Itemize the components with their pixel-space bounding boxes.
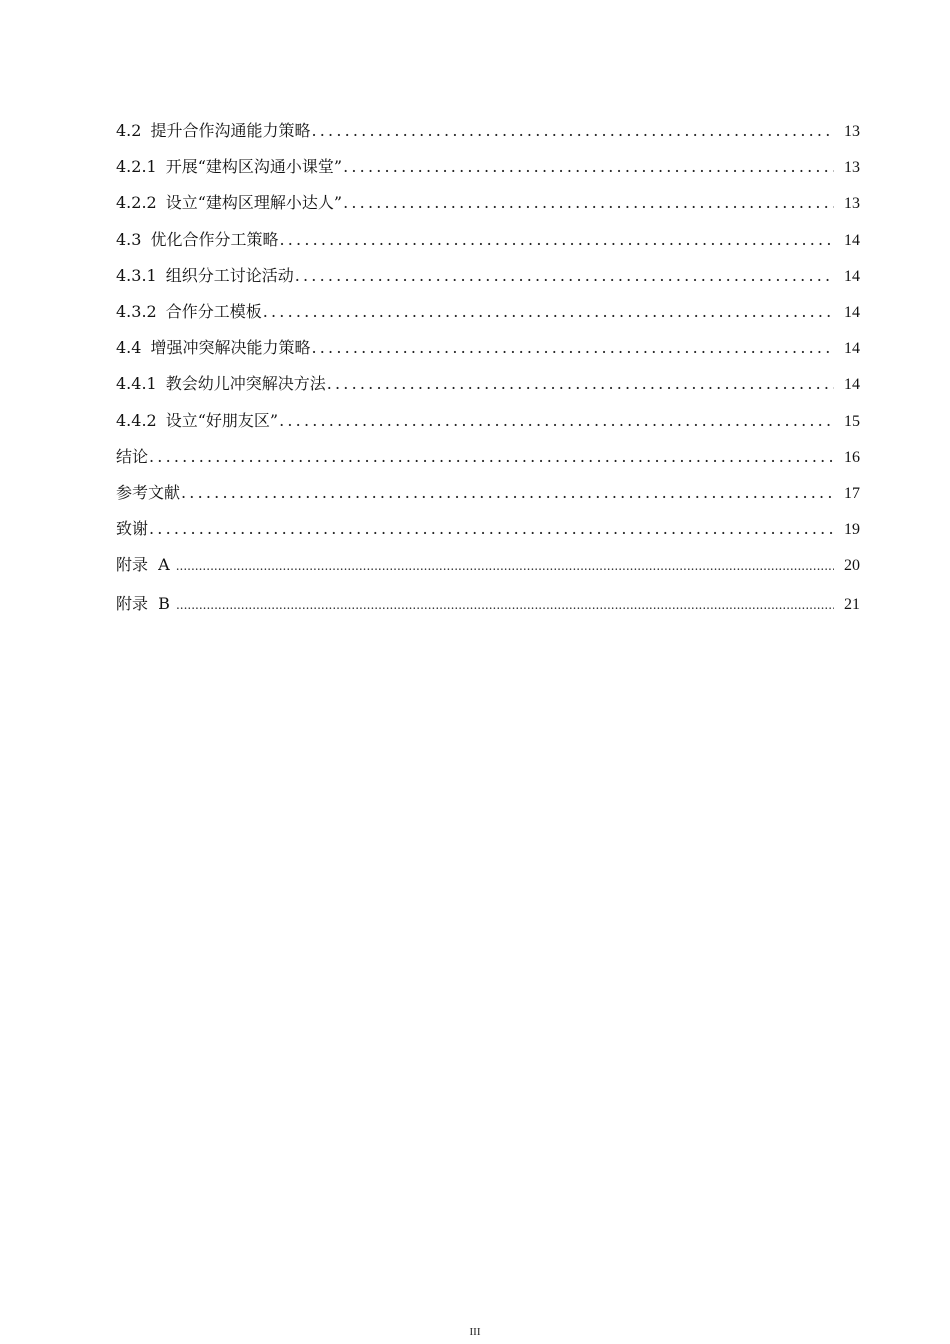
toc-entry[interactable] bbox=[116, 444, 860, 480]
toc-dot-leader bbox=[343, 157, 834, 176]
toc-entry[interactable] bbox=[116, 480, 860, 516]
toc-entry[interactable] bbox=[116, 552, 860, 591]
toc-dot-leader bbox=[176, 559, 834, 573]
toc-entry-number: 4.4 bbox=[116, 338, 142, 358]
toc-entry[interactable] bbox=[116, 154, 860, 190]
toc-dot-leader bbox=[311, 121, 834, 140]
toc-entry-page: 15 bbox=[844, 412, 860, 430]
toc-entry-number: 4.3 bbox=[116, 229, 142, 249]
toc-entry-title: 开展“建构区沟通小课堂” bbox=[165, 157, 343, 177]
toc-entry[interactable] bbox=[116, 591, 860, 627]
toc-entry[interactable] bbox=[116, 118, 860, 154]
toc-entry-title: 参考文献 bbox=[116, 482, 181, 502]
toc-entry-title: 致谢 bbox=[116, 519, 149, 539]
toc-entry-number: 4.2.2 bbox=[116, 193, 157, 213]
toc-entry-page: 19 bbox=[844, 521, 860, 539]
toc-entry-number: 4.4.1 bbox=[116, 374, 157, 394]
toc-entry-page: 14 bbox=[844, 303, 860, 321]
toc-entry-title: 合作分工模板 bbox=[165, 301, 262, 321]
toc-entry-page: 20 bbox=[844, 557, 860, 575]
toc-entry-title: 组织分工讨论活动 bbox=[165, 265, 294, 285]
toc-dot-leader bbox=[343, 193, 834, 212]
toc-entry[interactable] bbox=[116, 335, 860, 371]
toc-entry-page: 13 bbox=[844, 159, 860, 177]
toc-entry-page: 17 bbox=[844, 484, 860, 502]
toc-entry-title: 增强冲突解决能力策略 bbox=[150, 338, 311, 358]
toc-entry-title: 附录 A bbox=[116, 555, 170, 575]
toc-entry-page: 13 bbox=[844, 195, 860, 213]
toc-entry-page: 14 bbox=[844, 231, 860, 249]
toc-dot-leader bbox=[327, 374, 834, 393]
toc-entry-title: 提升合作沟通能力策略 bbox=[150, 121, 311, 140]
toc-entry[interactable] bbox=[116, 408, 860, 444]
toc-entry-title: 优化合作分工策略 bbox=[150, 229, 279, 249]
toc-entry[interactable] bbox=[116, 190, 860, 226]
toc-entry-number: 4.2.1 bbox=[116, 157, 157, 177]
toc-entry-page: 16 bbox=[844, 448, 860, 466]
toc-dot-leader bbox=[279, 411, 834, 430]
toc-entry-number: 4.2 bbox=[116, 121, 142, 140]
toc-entry-title: 设立“建构区理解小达人” bbox=[165, 193, 343, 213]
toc-entry-title: 教会幼儿冲突解决方法 bbox=[165, 374, 326, 394]
toc-entry[interactable] bbox=[116, 263, 860, 299]
page-number: III bbox=[469, 1326, 481, 1338]
toc-dot-leader bbox=[311, 338, 834, 357]
toc-entry[interactable] bbox=[116, 227, 860, 263]
toc-entry-number: 4.3.1 bbox=[116, 265, 157, 285]
toc-dot-leader bbox=[279, 230, 834, 249]
toc-dot-leader bbox=[181, 483, 834, 502]
toc-dot-leader bbox=[263, 302, 834, 321]
toc-entry-number: 4.4.2 bbox=[116, 410, 157, 430]
toc-dot-leader bbox=[176, 598, 834, 612]
toc-entry-number: 4.3.2 bbox=[116, 301, 157, 321]
table-of-contents bbox=[116, 118, 860, 627]
toc-entry-page: 21 bbox=[844, 596, 860, 614]
toc-entry-page: 14 bbox=[844, 340, 860, 358]
toc-entry-title: 设立“好朋友区” bbox=[165, 410, 279, 430]
toc-entry-page: 14 bbox=[844, 376, 860, 394]
toc-dot-leader bbox=[149, 447, 834, 466]
toc-dot-leader bbox=[295, 266, 834, 285]
toc-entry[interactable] bbox=[116, 516, 860, 552]
toc-entry[interactable] bbox=[116, 371, 860, 407]
toc-entry-page: 14 bbox=[844, 267, 860, 285]
toc-entry-title: 附录 B bbox=[116, 594, 170, 614]
toc-entry-title: 结论 bbox=[116, 446, 149, 466]
toc-entry[interactable] bbox=[116, 299, 860, 335]
toc-dot-leader bbox=[149, 519, 834, 538]
toc-entry-page: 13 bbox=[844, 123, 860, 140]
